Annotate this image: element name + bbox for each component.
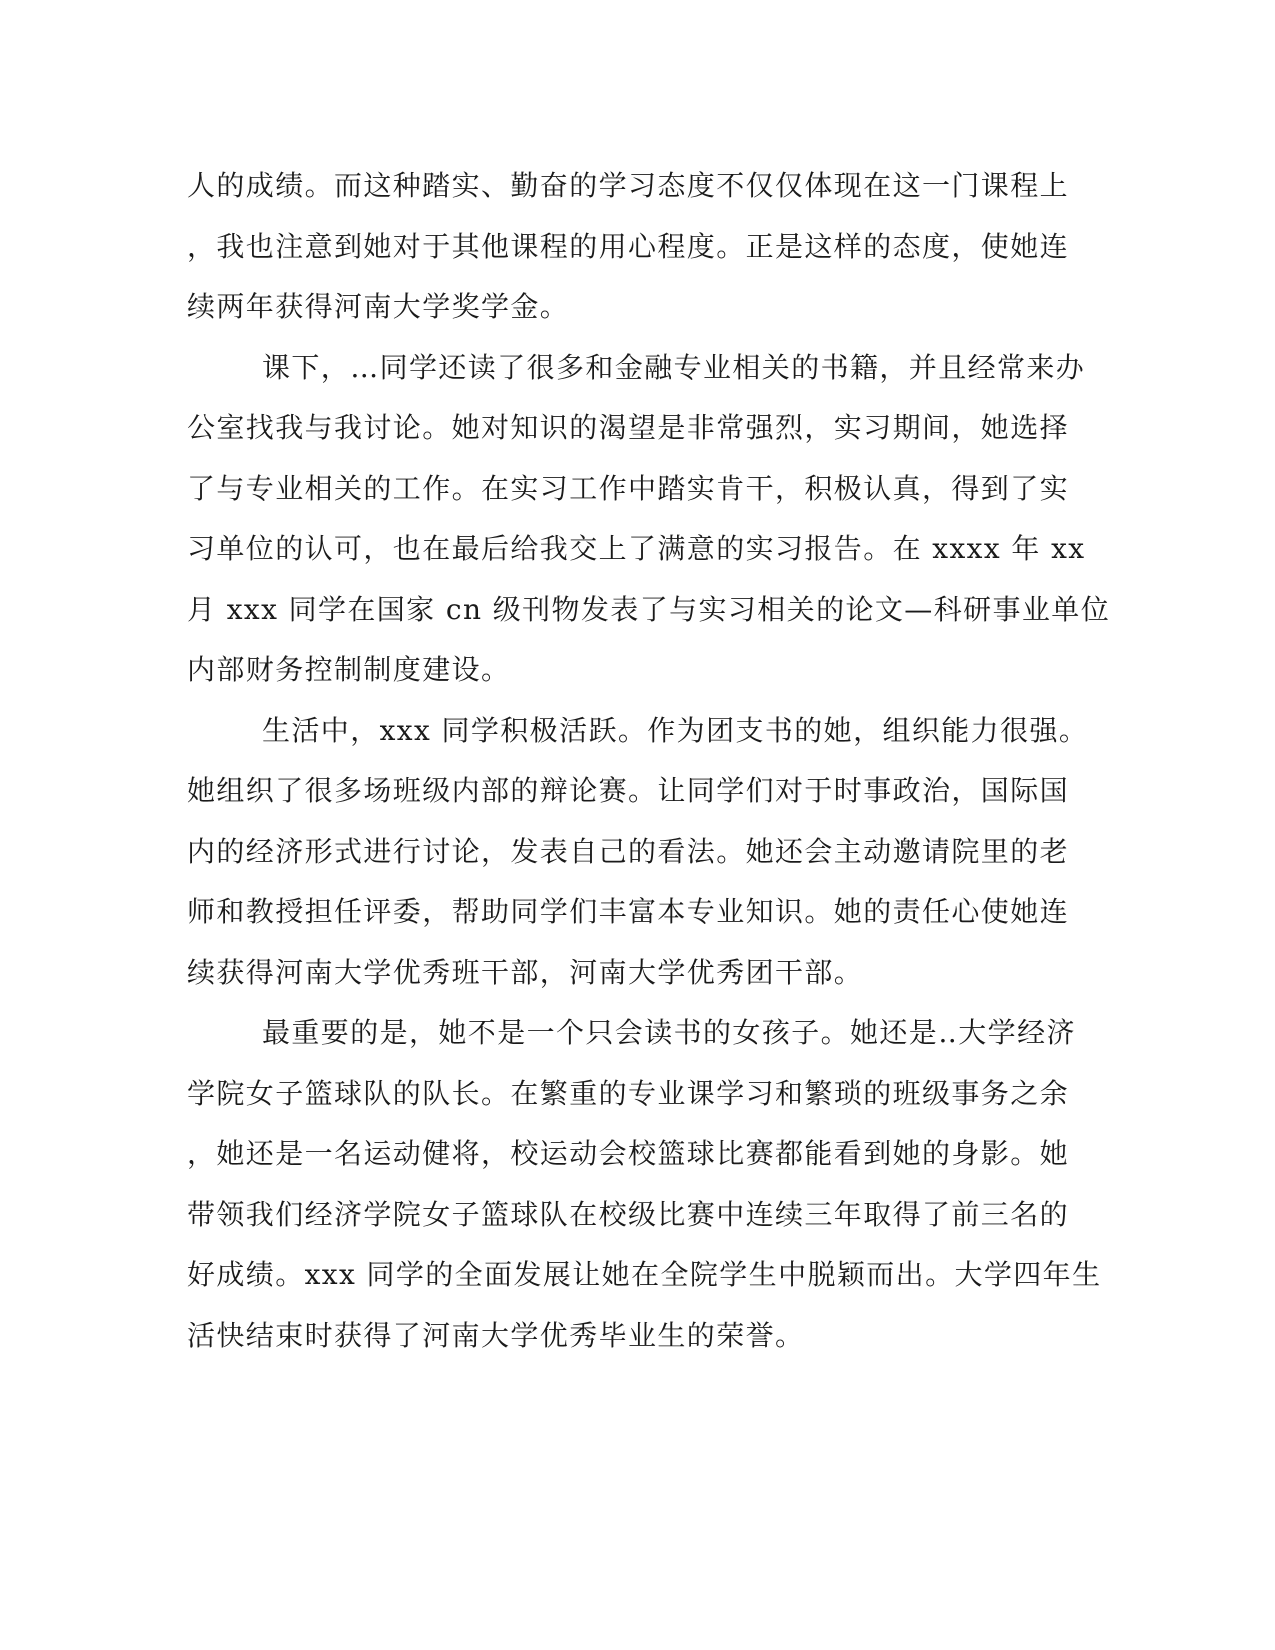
text-line: 带领我们经济学院女子篮球队在校级比赛中连续三年取得了前三名的: [187, 1197, 1070, 1231]
text-line: 好成绩。xxx 同学的全面发展让她在全院学生中脱颖而出。大学四年生: [187, 1258, 1102, 1291]
text-line: 生活中，xxx 同学积极活跃。作为团支书的她，组织能力很强。: [262, 713, 1089, 747]
text-line: 月 xxx 同学在国家 cn 级刊物发表了与实习相关的论文—科研事业单位: [187, 592, 1111, 626]
text-line: 人的成绩。而这种踏实、勤奋的学习态度不仅仅体现在这一门课程上: [187, 169, 1070, 202]
text-line: 内部财务控制制度建设。: [187, 653, 511, 686]
text-line: 活快结束时获得了河南大学优秀毕业生的荣誉。: [187, 1318, 805, 1352]
text-line: ，她还是一名运动健将，校运动会校篮球比赛都能看到她的身影。她: [187, 1137, 1070, 1170]
text-line: 续获得河南大学优秀班干部，河南大学优秀团干部。: [187, 955, 864, 989]
body-text: [187, 164, 1111, 1374]
text-line: 公室找我与我讨论。她对知识的渴望是非常强烈，实习期间，她选择: [187, 411, 1070, 444]
text-line: 课下，…同学还读了很多和金融专业相关的书籍，并且经常来办: [262, 350, 1086, 384]
text-line: 她组织了很多场班级内部的辩论赛。让同学们对于时事政治，国际国: [187, 774, 1070, 807]
text-line: 学院女子篮球队的队长。在繁重的专业课学习和繁琐的班级事务之余: [187, 1076, 1070, 1110]
text-line: 师和教授担任评委，帮助同学们丰富本专业知识。她的责任心使她连: [187, 895, 1070, 928]
text-line: 了与专业相关的工作。在实习工作中踏实肯干，积极认真，得到了实: [187, 471, 1070, 505]
text-line: ，我也注意到她对于其他课程的用心程度。正是这样的态度，使她连: [187, 229, 1070, 263]
text-line: 习单位的认可，也在最后给我交上了满意的实习报告。在 xxxx 年 xx: [187, 532, 1086, 565]
text-line: 最重要的是，她不是一个只会读书的女孩子。她还是‥大学经济: [262, 1016, 1076, 1049]
text-line: 内的经济形式进行讨论，发表自己的看法。她还会主动邀请院里的老: [187, 834, 1070, 868]
text-line: 续两年获得河南大学奖学金。: [187, 290, 570, 323]
